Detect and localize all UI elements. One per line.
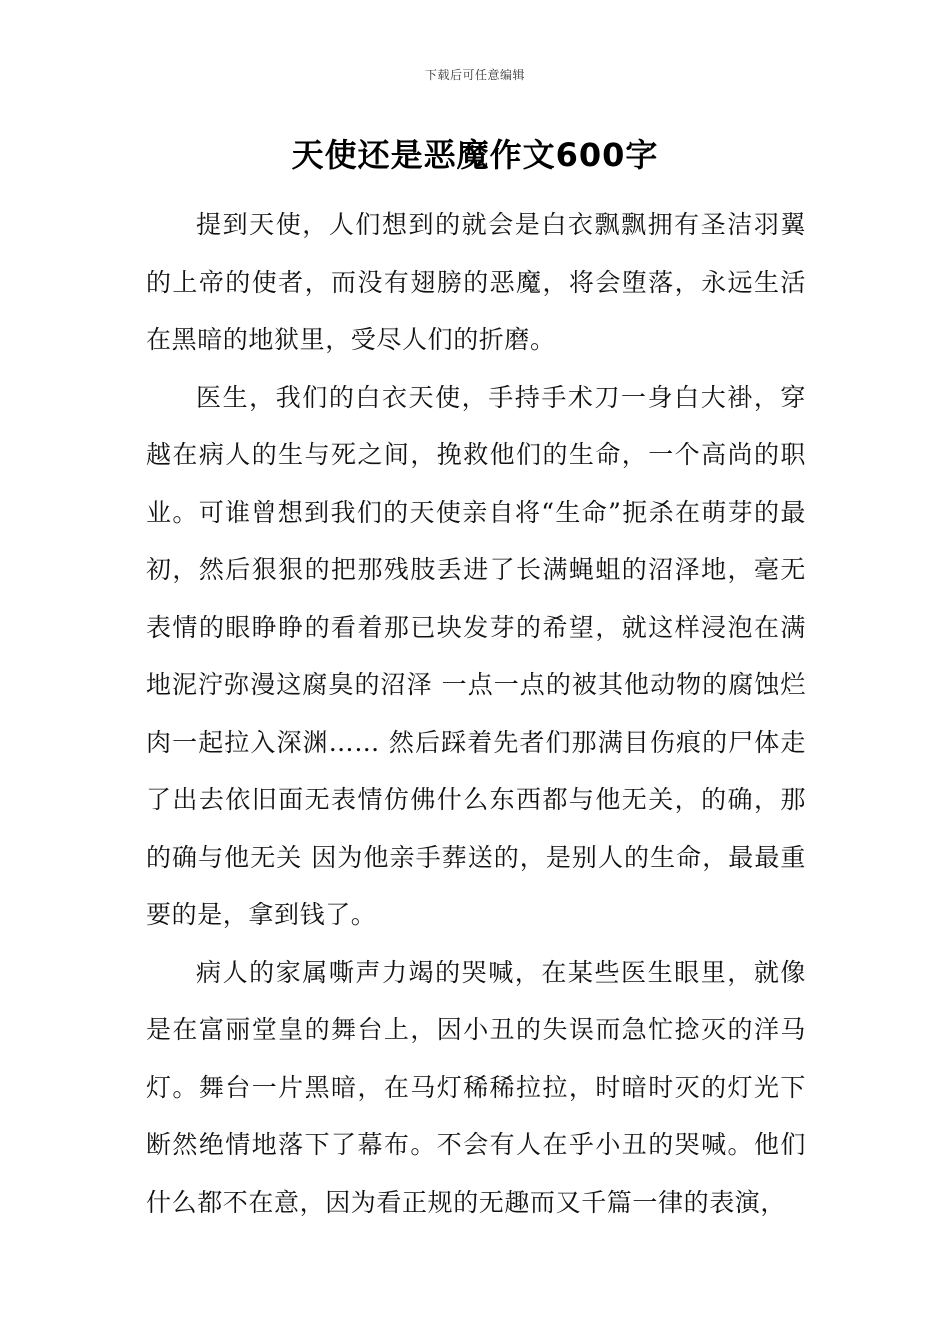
paragraph-1: 提到天使，人们想到的就会是白衣飘飘拥有圣洁羽翼的上帝的使者，而没有翅膀的恶魔，将会堕落，永远生活在黑暗的地狱里，受尽人们的折磨。 [146, 210, 806, 354]
paragraph-2: 医生，我们的白衣天使，手持手术刀一身白大褂，穿越在病人的生与死之间，挽救他们的生命，一个高尚的职业。可谁曾想到我们的天使亲自将“生命”扼杀在萌芽的最初，然后狠狠的把那残肢丢进了长满蝇蛆的沼泽地，毫无表情的眼睁睁的看着那已块发芽的希望，就这样浸泡在满地泥泞弥漫这腐臭的沼泽 一点一点的被其他动物的腐蚀烂肉一起拉入深渊…… 然后踩着先者们那满目伤痕的尸体走了出去依旧面无表情仿佛什么东西都与他无关，的确，那的确与他无关 因为他亲手葬送的，是别人的生命，最最重要的是，拿到钱了。 [146, 382, 806, 929]
header-note: 下载后可任意编辑 [424, 68, 525, 82]
document-title: 天使还是恶魔作文600字 [291, 136, 659, 174]
paragraph-3: 病人的家属嘶声力竭的哭喊，在某些医生眼里，就像是在富丽堂皇的舞台上，因小丑的失误而急忙捻灭的洋马灯。舞台一片黑暗，在马灯稀稀拉拉，时暗时灭的灯光下断然绝情地落下了幕布。不会有人在乎小丑的哭喊。他们什么都不在意，因为看正规的无趣而又千篇一律的表演， [146, 957, 806, 1217]
document-body [146, 196, 806, 1231]
